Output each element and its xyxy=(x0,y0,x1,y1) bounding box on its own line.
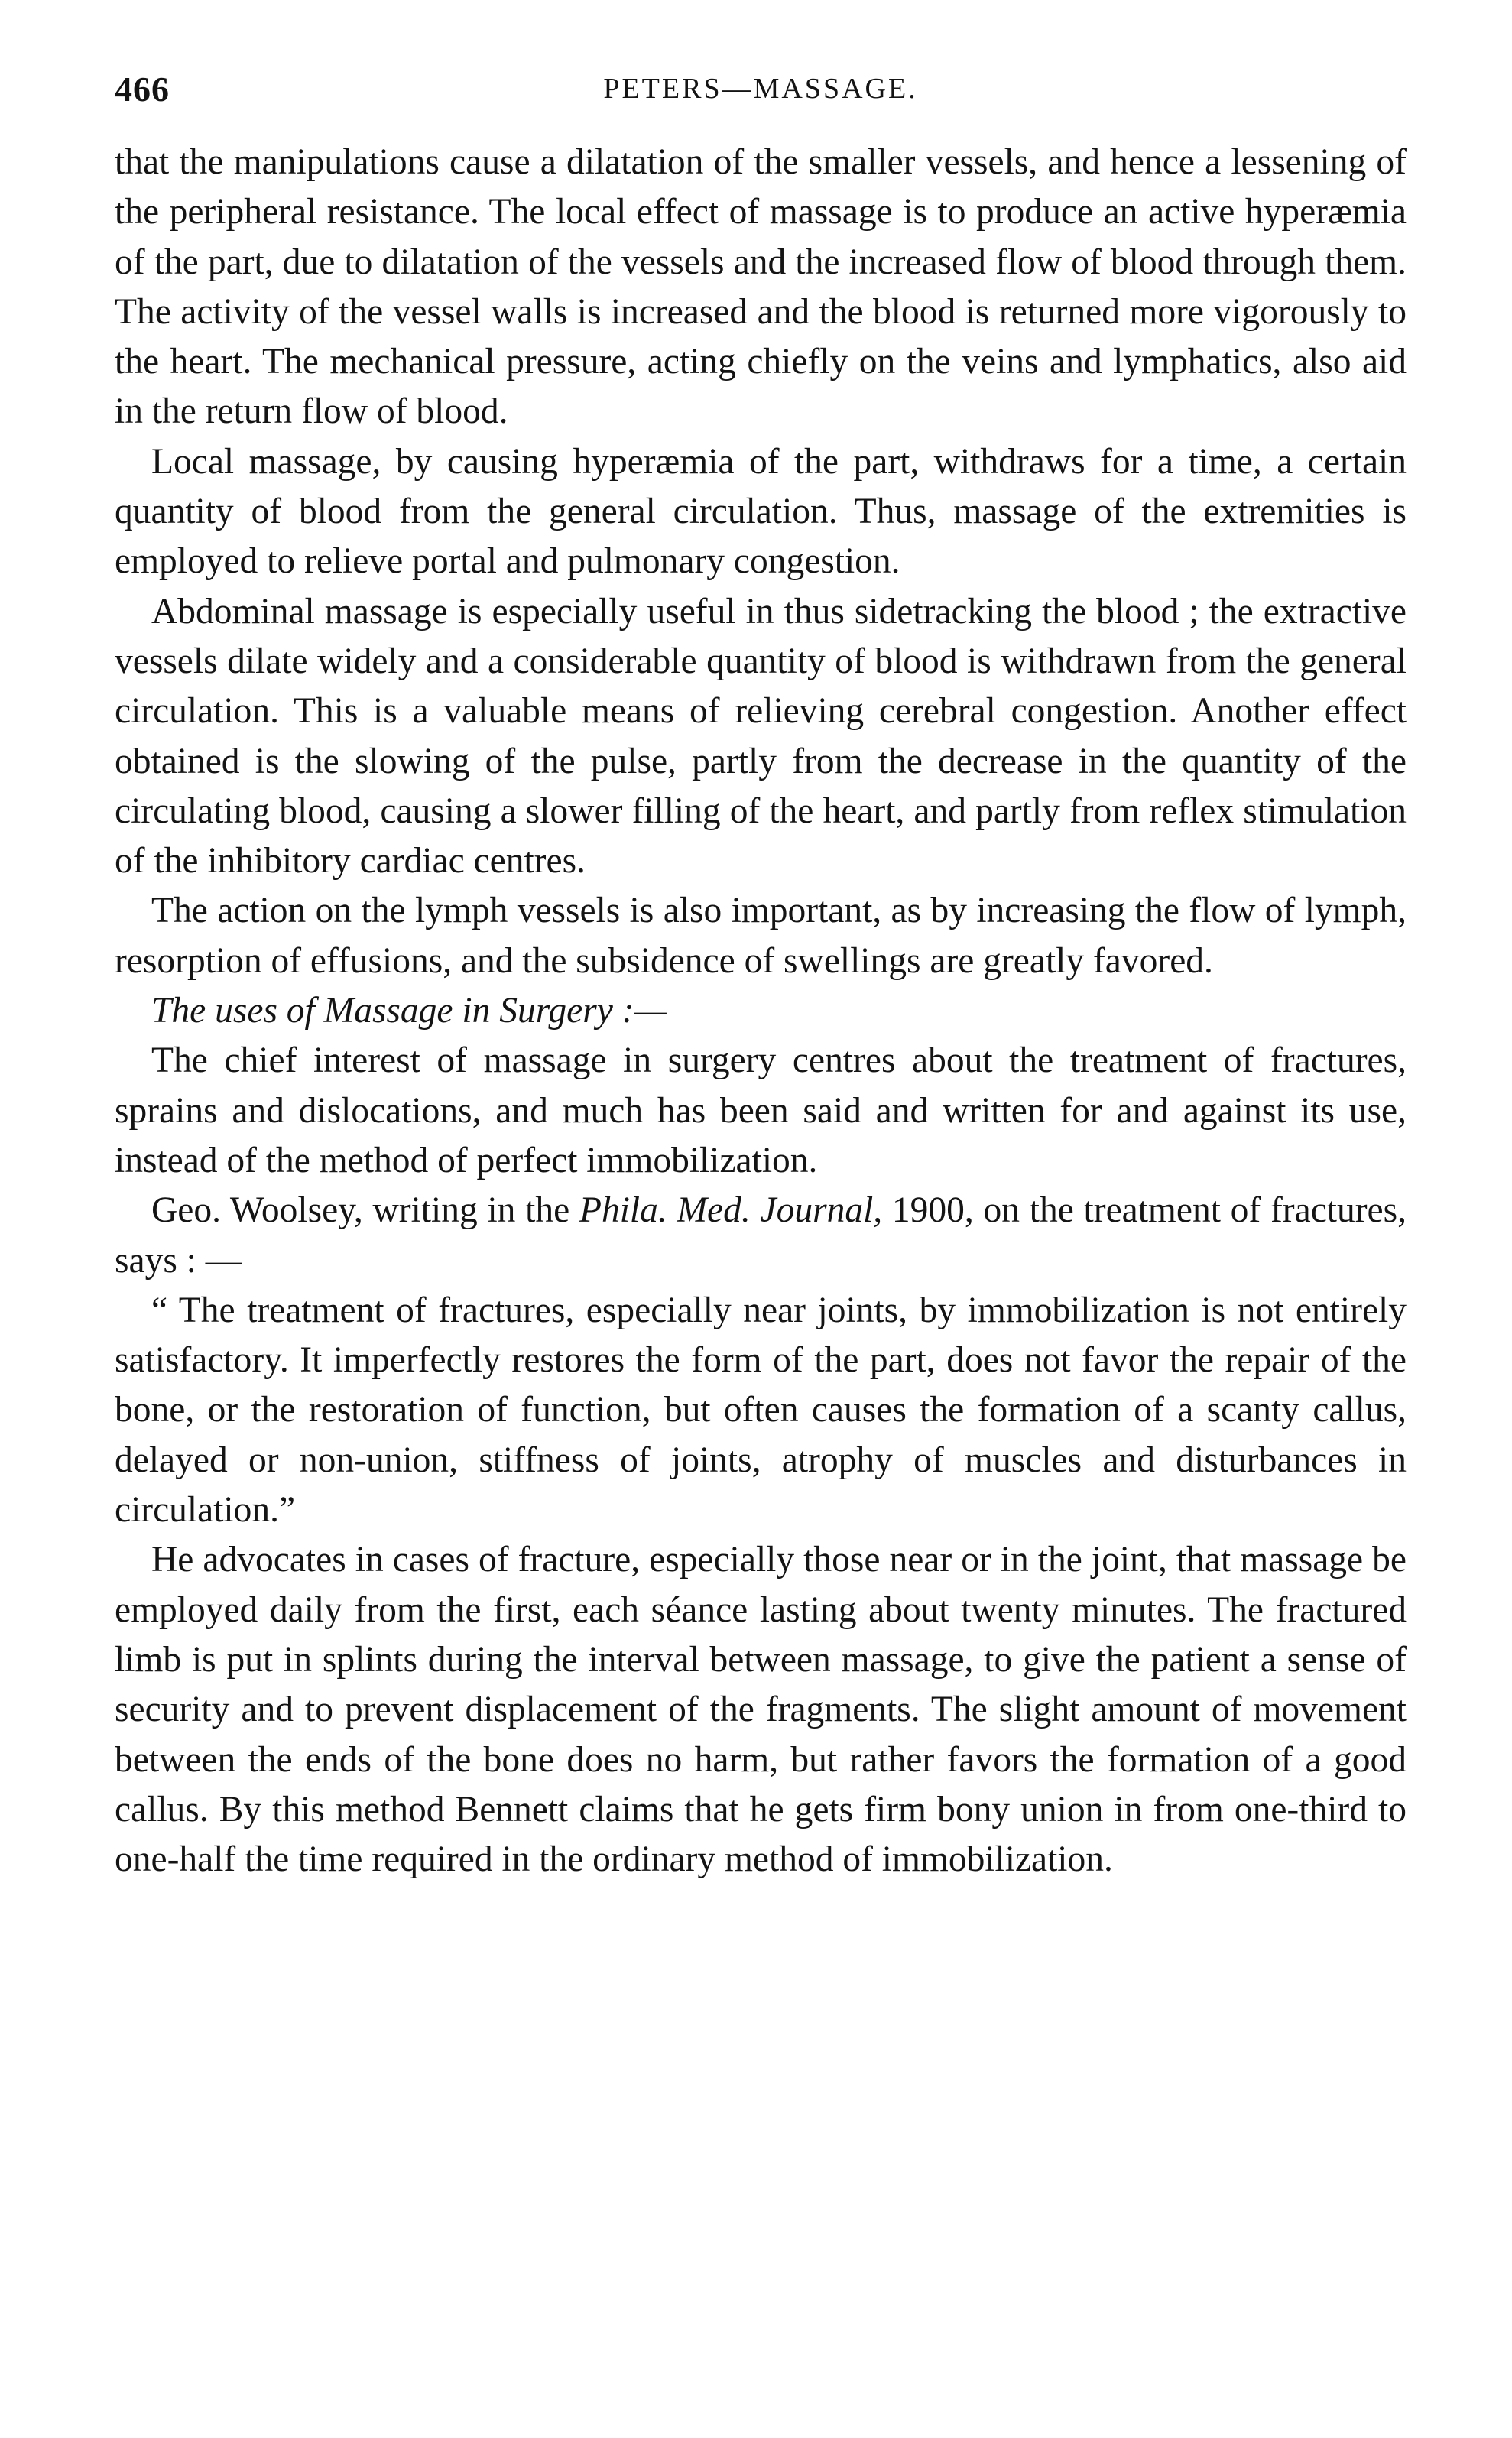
paragraph-3: Abdominal massage is especially useful in thus sidetracking the blood ; the extractive vessels dilate widely and a considerable quantity of blood is withdrawn from the general circulation. This is a valuable means of relieving cerebral congestion. Another effect obtained is the slowing of the pulse, partly from the decrease in the quantity of the circulating blood, causing a slower filling of the heart, and partly from reflex stimulation of the inhibitory cardiac centres. xyxy=(115,591,1407,881)
page-body xyxy=(115,138,1407,1884)
running-title: PETERS—MASSAGE. xyxy=(603,73,918,105)
paragraph-9: He advocates in cases of fracture, especially those near or in the joint, that massage be employed daily from the first, each séance lasting about twenty minutes. The fractured limb is put in splints during the interval between massage, to give the patient a sense of security and to prevent displacement of the fragments. The slight amount of movement between the ends of the bone does no harm, but rather favors the formation of a good callus. By this method Bennett claims that he gets firm bony union in from one-third to one-half the time required in the ordinary method of immobilization. xyxy=(115,1540,1407,1880)
paragraph-7-start: Geo. Woolsey, writing in the xyxy=(151,1190,579,1231)
journal-title: Phila. Med. Journal, xyxy=(579,1190,883,1231)
section-heading: The uses of Massage in Surgery :— xyxy=(151,991,667,1031)
paragraph-2: Local massage, by causing hyperæmia of the part, withdraws for a time, a certain quantity of blood from the general circulation. Thus, massage of the extremities is employed to relieve portal and pulmonary congestion. xyxy=(115,441,1407,582)
page-number: 466 xyxy=(115,70,170,109)
paragraph-1: that the manipulations cause a dilatation of the smaller vessels, and hence a lessening of the peripheral resistance. The local effect of massage is to produce an active hyperæmia of the part, due to dilatation of the vessels and the increased flow of blood through them. The activity of the vessel walls is increased and the blood is returned more vigorously to the heart. The mechanical pressure, acting chiefly on the veins and lymphatics, also aid in the return flow of blood. xyxy=(115,142,1407,432)
paragraph-6: The chief interest of massage in surgery centres about the treatment of fractures, sprains and dislocations, and much has been said and written for and against its use, instead of the method of perfect immobilization. xyxy=(115,1040,1407,1180)
paragraph-7 xyxy=(115,1186,1407,1286)
quotation: “ The treatment of fractures, especially near joints, by immobilization is not entirely satisfactory. It imperfectly restores the form of the part, does not favor the repair of the bone, or the restoration of function, but often causes the formation of a scanty callus, delayed or non-union, stiffness of joints, atrophy of muscles and disturbances in circulation.” xyxy=(115,1290,1407,1531)
paragraph-7-end: 1900, on the treatment of fractures, says : — xyxy=(115,1190,1407,1281)
paragraph-4: The action on the lymph vessels is also important, as by increasing the flow of lymph, resorption of effusions, and the subsidence of swellings are greatly favored. xyxy=(115,891,1407,981)
document-page xyxy=(115,61,1407,1884)
page-header xyxy=(115,61,1407,115)
